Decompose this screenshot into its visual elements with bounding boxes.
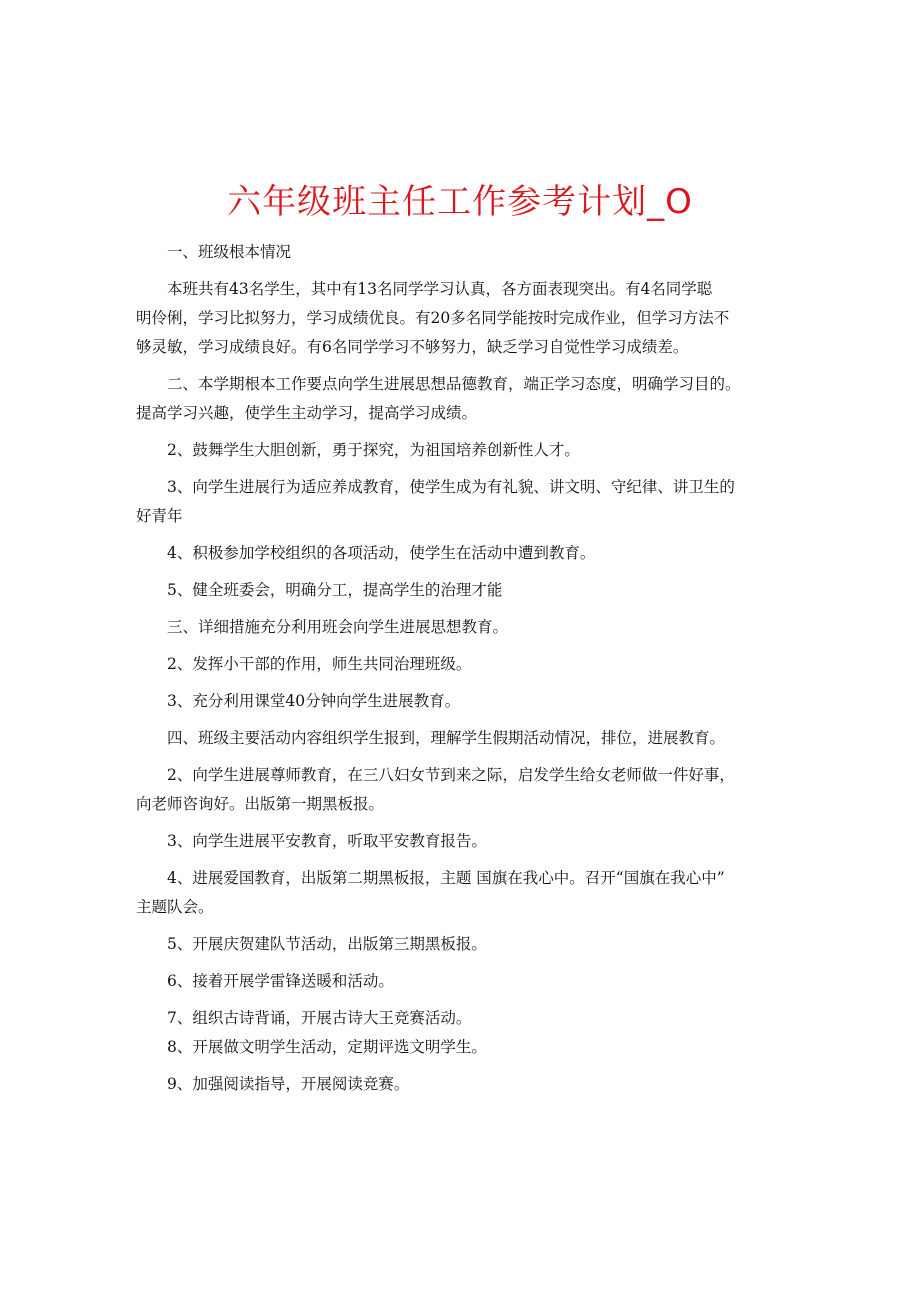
paragraph-line: 够灵敏，学习成绩良好。有6名同学学习不够努力，缺乏学习自觉性学习成绩差。 bbox=[136, 338, 689, 356]
list-item: 3、向学生进展行为适应养成教育，使学生成为有礼貌、讲文明、守纪律、讲卫生的 bbox=[167, 478, 735, 496]
section-heading: 二、本学期根本工作要点向学生进展思想品德教育，端正学习态度，明确学习目的。 bbox=[167, 375, 741, 393]
list-item: 6、接着开展学雷锋送暖和活动。 bbox=[167, 972, 394, 990]
section-heading: 一、班级根本情况 bbox=[167, 243, 292, 261]
list-item: 2、发挥小干部的作用，师生共同治理班级。 bbox=[167, 655, 472, 673]
document-body bbox=[136, 238, 798, 1099]
list-item: 2、向学生进展尊师教育，在三八妇女节到来之际，启发学生给女老师做一件好事， bbox=[167, 766, 735, 784]
list-item: 4、积极参加学校组织的各项活动，使学生在活动中遭到教育。 bbox=[167, 544, 596, 562]
section-heading: 四、班级主要活动内容组织学生报到，理解学生假期活动情况，排位，进展教育。 bbox=[167, 729, 726, 747]
paragraph-line: 本班共有43名学生，其中有13名同学学习认真，各方面表现突出。有4名同学聪 bbox=[167, 280, 713, 298]
list-item: 5、健全班委会，明确分工，提高学生的治理才能 bbox=[167, 581, 503, 599]
paragraph-line: 主题队会。 bbox=[136, 898, 214, 916]
list-item: 9、加强阅读指导，开展阅读竞赛。 bbox=[167, 1075, 410, 1093]
list-item: 7、组织古诗背诵，开展古诗大王竞赛活动。 bbox=[167, 1009, 472, 1027]
list-item: 4、进展爱国教育，出版第二期黑板报，主题 国旗在我心中。召开“国旗在我心中” bbox=[167, 869, 725, 887]
paragraph-line: 向老师咨询好。出版第一期黑板报。 bbox=[136, 795, 385, 813]
paragraph-line: 提高学习兴趣，使学生主动学习，提高学习成绩。 bbox=[136, 404, 478, 422]
list-item: 8、开展做文明学生活动，定期评选文明学生。 bbox=[167, 1038, 487, 1056]
document-title: 六年级班主任工作参考计划_O bbox=[227, 182, 693, 222]
paragraph-line: 明伶俐，学习比拟努力，学习成绩优良。有20多名同学能按时完成作业，但学习方法不 bbox=[136, 309, 730, 327]
list-item: 3、充分利用课堂40分钟向学生进展教育。 bbox=[167, 692, 461, 710]
section-heading: 三、详细措施充分利用班会向学生进展思想教育。 bbox=[167, 618, 509, 636]
list-item: 3、向学生进展平安教育，听取平安教育报告。 bbox=[167, 832, 487, 850]
list-item: 2、鼓舞学生大胆创新，勇于探究，为祖国培养创新性人才。 bbox=[167, 441, 580, 459]
list-item: 5、开展庆贺建队节活动，出版第三期黑板报。 bbox=[167, 935, 487, 953]
paragraph-line: 好青年 bbox=[136, 507, 183, 525]
